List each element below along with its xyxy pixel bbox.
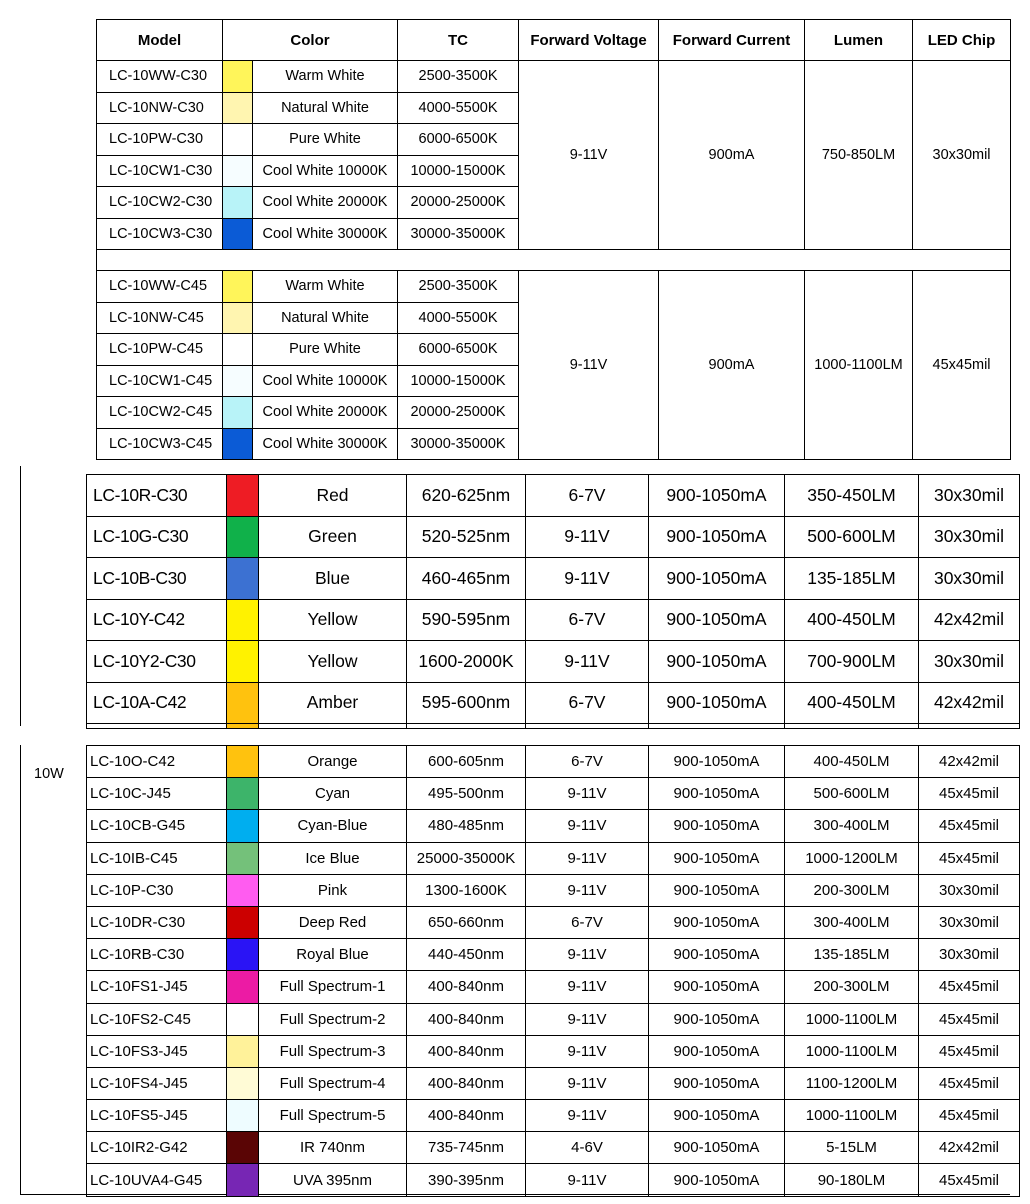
voltage-cell: 9-11V xyxy=(526,641,649,683)
current-cell: 900-1050mA xyxy=(649,475,785,517)
cropped-cell xyxy=(785,724,919,729)
model-cell: LC-10RB-C30 xyxy=(87,939,227,971)
color-name-cell: Amber xyxy=(259,682,407,724)
color-swatch xyxy=(227,1132,259,1164)
power-label: 10W xyxy=(34,766,64,782)
header-led-chip: LED Chip xyxy=(913,20,1011,61)
color-name-cell: Warm White xyxy=(253,271,398,303)
color-led-rows-a xyxy=(87,475,1020,729)
color-name-cell: Full Spectrum-4 xyxy=(259,1067,407,1099)
header-model: Model xyxy=(97,20,223,61)
chip-cell: 45x45mil xyxy=(919,1164,1020,1196)
current-cell: 900-1050mA xyxy=(649,1164,785,1196)
color-swatch xyxy=(227,1164,259,1196)
lumen-cell: 300-400LM xyxy=(785,810,919,842)
table-row xyxy=(87,558,1020,600)
chip-cell: 45x45mil xyxy=(919,1067,1020,1099)
table-row xyxy=(87,1164,1020,1196)
lumen-cell: 200-300LM xyxy=(785,971,919,1003)
tc-cell: 4000-5500K xyxy=(398,92,519,124)
chip-cell: 30x30mil xyxy=(919,641,1020,683)
lumen-cell: 300-400LM xyxy=(785,906,919,938)
voltage-cell: 9-11V xyxy=(519,271,659,460)
tc-cell: 20000-25000K xyxy=(398,187,519,219)
color-name-cell: Pure White xyxy=(253,334,398,366)
current-cell: 900-1050mA xyxy=(649,746,785,778)
table-row xyxy=(97,271,1011,303)
model-cell: LC-10CW3-C45 xyxy=(97,428,223,460)
color-swatch xyxy=(223,334,253,366)
chip-cell: 45x45mil xyxy=(919,778,1020,810)
chip-cell: 30x30mil xyxy=(919,558,1020,600)
model-cell: LC-10CW2-C45 xyxy=(97,397,223,429)
voltage-cell: 9-11V xyxy=(526,842,649,874)
color-name-cell: Cool White 20000K xyxy=(253,397,398,429)
color-name-cell: Warm White xyxy=(253,61,398,93)
chip-cell: 45x45mil xyxy=(913,271,1011,460)
model-cell: LC-10P-C30 xyxy=(87,874,227,906)
current-cell: 900-1050mA xyxy=(649,558,785,600)
color-led-table-b xyxy=(86,745,1020,1197)
chip-cell: 45x45mil xyxy=(919,1100,1020,1132)
color-swatch xyxy=(223,271,253,303)
chip-cell: 45x45mil xyxy=(919,1003,1020,1035)
table-row xyxy=(87,1100,1020,1132)
cropped-cell xyxy=(407,724,526,729)
tc-cell: 2500-3500K xyxy=(398,61,519,93)
tc-cell: 650-660nm xyxy=(407,906,526,938)
header-tc: TC xyxy=(398,20,519,61)
color-swatch xyxy=(223,302,253,334)
color-swatch xyxy=(223,155,253,187)
tc-cell: 30000-35000K xyxy=(398,428,519,460)
lumen-cell: 500-600LM xyxy=(785,778,919,810)
model-cell: LC-10FS1-J45 xyxy=(87,971,227,1003)
color-swatch xyxy=(227,1003,259,1035)
table-row xyxy=(87,1132,1020,1164)
table-row xyxy=(87,939,1020,971)
model-cell: LC-10UVA4-G45 xyxy=(87,1164,227,1196)
cropped-cell xyxy=(919,724,1020,729)
color-name-cell: Blue xyxy=(259,558,407,600)
tc-cell: 4000-5500K xyxy=(398,302,519,334)
tc-cell: 400-840nm xyxy=(407,1067,526,1099)
chip-cell: 30x30mil xyxy=(919,874,1020,906)
lumen-cell: 1000-1100LM xyxy=(805,271,913,460)
color-name-cell: Full Spectrum-1 xyxy=(259,971,407,1003)
color-name-cell: Yellow xyxy=(259,641,407,683)
table-row xyxy=(87,778,1020,810)
color-name-cell: Cool White 10000K xyxy=(253,155,398,187)
model-cell: LC-10PW-C45 xyxy=(97,334,223,366)
color-swatch xyxy=(227,516,259,558)
color-swatch xyxy=(223,397,253,429)
model-cell: LC-10C-J45 xyxy=(87,778,227,810)
lumen-cell: 5-15LM xyxy=(785,1132,919,1164)
color-swatch xyxy=(227,778,259,810)
model-cell: LC-10CW1-C30 xyxy=(97,155,223,187)
color-swatch xyxy=(223,92,253,124)
color-swatch xyxy=(227,971,259,1003)
color-name-cell: Pink xyxy=(259,874,407,906)
color-name-cell: UVA 395nm xyxy=(259,1164,407,1196)
table-row xyxy=(87,746,1020,778)
tc-cell: 30000-35000K xyxy=(398,218,519,250)
header-forward-current: Forward Current xyxy=(659,20,805,61)
tc-cell: 400-840nm xyxy=(407,1100,526,1132)
tc-cell: 440-450nm xyxy=(407,939,526,971)
color-name-cell: Orange xyxy=(259,746,407,778)
color-swatch xyxy=(227,475,259,517)
chip-cell: 45x45mil xyxy=(919,842,1020,874)
color-name-cell: Yellow xyxy=(259,599,407,641)
model-cell: LC-10A-C42 xyxy=(87,682,227,724)
model-cell: LC-10NW-C45 xyxy=(97,302,223,334)
tc-cell: 520-525nm xyxy=(407,516,526,558)
chip-cell: 45x45mil xyxy=(919,971,1020,1003)
model-cell: LC-10CW3-C30 xyxy=(97,218,223,250)
tc-cell: 25000-35000K xyxy=(407,842,526,874)
tc-cell: 480-485nm xyxy=(407,810,526,842)
table-row xyxy=(87,682,1020,724)
tc-cell: 400-840nm xyxy=(407,1003,526,1035)
model-cell: LC-10CW2-C30 xyxy=(97,187,223,219)
lumen-cell: 1000-1200LM xyxy=(785,842,919,874)
current-cell: 900-1050mA xyxy=(649,599,785,641)
tc-cell: 1600-2000K xyxy=(407,641,526,683)
voltage-cell: 6-7V xyxy=(526,906,649,938)
cropped-cell xyxy=(259,724,407,729)
current-cell: 900-1050mA xyxy=(649,906,785,938)
tc-cell: 10000-15000K xyxy=(398,365,519,397)
lumen-cell: 700-900LM xyxy=(785,641,919,683)
table-row xyxy=(97,61,1011,93)
lumen-cell: 500-600LM xyxy=(785,516,919,558)
cropped-row xyxy=(87,724,1020,729)
model-cell: LC-10DR-C30 xyxy=(87,906,227,938)
voltage-cell: 9-11V xyxy=(526,939,649,971)
table-row xyxy=(87,641,1020,683)
cropped-cell xyxy=(227,724,259,729)
color-swatch xyxy=(227,558,259,600)
current-cell: 900-1050mA xyxy=(649,516,785,558)
current-cell: 900-1050mA xyxy=(649,874,785,906)
chip-cell: 42x42mil xyxy=(919,1132,1020,1164)
voltage-cell: 9-11V xyxy=(526,1035,649,1067)
voltage-cell: 9-11V xyxy=(519,61,659,250)
color-swatch xyxy=(223,218,253,250)
current-cell: 900-1050mA xyxy=(649,641,785,683)
model-cell: LC-10Y-C42 xyxy=(87,599,227,641)
current-cell: 900-1050mA xyxy=(649,1132,785,1164)
color-swatch xyxy=(227,810,259,842)
model-cell: LC-10WW-C30 xyxy=(97,61,223,93)
chip-cell: 30x30mil xyxy=(919,475,1020,517)
header-forward-voltage: Forward Voltage xyxy=(519,20,659,61)
color-name-cell: Full Spectrum-5 xyxy=(259,1100,407,1132)
tc-cell: 2500-3500K xyxy=(398,271,519,303)
voltage-cell: 9-11V xyxy=(526,1003,649,1035)
tc-cell: 10000-15000K xyxy=(398,155,519,187)
lumen-cell: 1000-1100LM xyxy=(785,1035,919,1067)
color-name-cell: Full Spectrum-3 xyxy=(259,1035,407,1067)
model-cell: LC-10FS3-J45 xyxy=(87,1035,227,1067)
tc-cell: 460-465nm xyxy=(407,558,526,600)
voltage-cell: 9-11V xyxy=(526,971,649,1003)
current-cell: 900-1050mA xyxy=(649,682,785,724)
table-row xyxy=(87,1003,1020,1035)
color-swatch xyxy=(227,599,259,641)
current-cell: 900-1050mA xyxy=(649,939,785,971)
color-swatch xyxy=(227,906,259,938)
color-name-cell: IR 740nm xyxy=(259,1132,407,1164)
voltage-cell: 9-11V xyxy=(526,1067,649,1099)
model-cell: LC-10PW-C30 xyxy=(97,124,223,156)
model-cell: LC-10IR2-G42 xyxy=(87,1132,227,1164)
tc-cell: 1300-1600K xyxy=(407,874,526,906)
model-cell: LC-10NW-C30 xyxy=(97,92,223,124)
tc-cell: 590-595nm xyxy=(407,599,526,641)
chip-cell: 42x42mil xyxy=(919,599,1020,641)
lumen-cell: 1000-1100LM xyxy=(785,1003,919,1035)
cropped-cell xyxy=(526,724,649,729)
color-name-cell: Deep Red xyxy=(259,906,407,938)
color-name-cell: Cool White 30000K xyxy=(253,428,398,460)
left-divider-lower xyxy=(20,745,21,1195)
lumen-cell: 135-185LM xyxy=(785,939,919,971)
color-name-cell: Pure White xyxy=(253,124,398,156)
color-led-table-a xyxy=(86,474,1020,729)
model-cell: LC-10FS5-J45 xyxy=(87,1100,227,1132)
color-name-cell: Royal Blue xyxy=(259,939,407,971)
voltage-cell: 6-7V xyxy=(526,682,649,724)
tc-cell: 595-600nm xyxy=(407,682,526,724)
chip-cell: 45x45mil xyxy=(919,810,1020,842)
current-cell: 900-1050mA xyxy=(649,971,785,1003)
tc-cell: 620-625nm xyxy=(407,475,526,517)
tc-cell: 735-745nm xyxy=(407,1132,526,1164)
model-cell: LC-10FS4-J45 xyxy=(87,1067,227,1099)
lumen-cell: 1000-1100LM xyxy=(785,1100,919,1132)
color-swatch xyxy=(223,124,253,156)
lumen-cell: 200-300LM xyxy=(785,874,919,906)
tc-cell: 6000-6500K xyxy=(398,334,519,366)
lumen-cell: 135-185LM xyxy=(785,558,919,600)
color-swatch xyxy=(227,1035,259,1067)
color-name-cell: Natural White xyxy=(253,302,398,334)
color-name-cell: Green xyxy=(259,516,407,558)
voltage-cell: 6-7V xyxy=(526,475,649,517)
voltage-cell: 9-11V xyxy=(526,810,649,842)
color-swatch xyxy=(227,842,259,874)
current-cell: 900-1050mA xyxy=(649,1067,785,1099)
voltage-cell: 9-11V xyxy=(526,1100,649,1132)
color-led-rows-b xyxy=(87,746,1020,1197)
white-led-spec-table xyxy=(96,19,1011,460)
chip-cell: 30x30mil xyxy=(919,906,1020,938)
color-swatch xyxy=(227,746,259,778)
color-swatch xyxy=(227,1067,259,1099)
lumen-cell: 350-450LM xyxy=(785,475,919,517)
voltage-cell: 9-11V xyxy=(526,778,649,810)
cropped-cell xyxy=(649,724,785,729)
tc-cell: 495-500nm xyxy=(407,778,526,810)
tc-cell: 20000-25000K xyxy=(398,397,519,429)
table-row xyxy=(87,971,1020,1003)
color-name-cell: Ice Blue xyxy=(259,842,407,874)
lumen-cell: 750-850LM xyxy=(805,61,913,250)
chip-cell: 42x42mil xyxy=(919,682,1020,724)
voltage-cell: 4-6V xyxy=(526,1132,649,1164)
color-swatch xyxy=(227,939,259,971)
color-swatch xyxy=(227,641,259,683)
color-name-cell: Cool White 20000K xyxy=(253,187,398,219)
header-lumen: Lumen xyxy=(805,20,913,61)
voltage-cell: 9-11V xyxy=(526,558,649,600)
tc-cell: 400-840nm xyxy=(407,1035,526,1067)
table-row xyxy=(87,842,1020,874)
voltage-cell: 6-7V xyxy=(526,599,649,641)
header-row xyxy=(97,20,1011,61)
color-swatch xyxy=(227,1100,259,1132)
current-cell: 900-1050mA xyxy=(649,778,785,810)
model-cell: LC-10Y2-C30 xyxy=(87,641,227,683)
tc-cell: 390-395nm xyxy=(407,1164,526,1196)
lumen-cell: 400-450LM xyxy=(785,599,919,641)
group-separator-row xyxy=(97,250,1011,271)
voltage-cell: 9-11V xyxy=(526,516,649,558)
color-name-cell: Cyan xyxy=(259,778,407,810)
color-name-cell: Natural White xyxy=(253,92,398,124)
chip-cell: 30x30mil xyxy=(919,516,1020,558)
left-divider-upper xyxy=(20,466,21,726)
lumen-cell: 400-450LM xyxy=(785,746,919,778)
chip-cell: 42x42mil xyxy=(919,746,1020,778)
color-name-cell: Cool White 10000K xyxy=(253,365,398,397)
chip-cell: 30x30mil xyxy=(919,939,1020,971)
color-swatch xyxy=(223,365,253,397)
separator-cell xyxy=(97,250,1011,271)
model-cell: LC-10FS2-C45 xyxy=(87,1003,227,1035)
lumen-cell: 400-450LM xyxy=(785,682,919,724)
table-row xyxy=(87,1035,1020,1067)
current-cell: 900-1050mA xyxy=(649,1035,785,1067)
table-row xyxy=(87,874,1020,906)
color-name-cell: Cool White 30000K xyxy=(253,218,398,250)
current-cell: 900-1050mA xyxy=(649,1100,785,1132)
white-led-rows xyxy=(97,61,1011,460)
tc-cell: 6000-6500K xyxy=(398,124,519,156)
current-cell: 900mA xyxy=(659,61,805,250)
color-swatch xyxy=(227,682,259,724)
chip-cell: 45x45mil xyxy=(919,1035,1020,1067)
model-cell: LC-10G-C30 xyxy=(87,516,227,558)
current-cell: 900-1050mA xyxy=(649,1003,785,1035)
lumen-cell: 1100-1200LM xyxy=(785,1067,919,1099)
model-cell: LC-10CB-G45 xyxy=(87,810,227,842)
lumen-cell: 90-180LM xyxy=(785,1164,919,1196)
color-name-cell: Red xyxy=(259,475,407,517)
voltage-cell: 9-11V xyxy=(526,1164,649,1196)
current-cell: 900mA xyxy=(659,271,805,460)
chip-cell: 30x30mil xyxy=(913,61,1011,250)
model-cell: LC-10CW1-C45 xyxy=(97,365,223,397)
header-color: Color xyxy=(223,20,398,61)
color-swatch xyxy=(227,874,259,906)
model-cell: LC-10WW-C45 xyxy=(97,271,223,303)
model-cell: LC-10B-C30 xyxy=(87,558,227,600)
color-swatch xyxy=(223,61,253,93)
color-name-cell: Cyan-Blue xyxy=(259,810,407,842)
model-cell: LC-10O-C42 xyxy=(87,746,227,778)
current-cell: 900-1050mA xyxy=(649,842,785,874)
voltage-cell: 6-7V xyxy=(526,746,649,778)
voltage-cell: 9-11V xyxy=(526,874,649,906)
table-row xyxy=(87,810,1020,842)
table-row xyxy=(87,475,1020,517)
tc-cell: 600-605nm xyxy=(407,746,526,778)
table-row xyxy=(87,1067,1020,1099)
color-name-cell: Full Spectrum-2 xyxy=(259,1003,407,1035)
table-row xyxy=(87,906,1020,938)
table-row xyxy=(87,599,1020,641)
tc-cell: 400-840nm xyxy=(407,971,526,1003)
table-row xyxy=(87,516,1020,558)
model-cell: LC-10R-C30 xyxy=(87,475,227,517)
model-cell: LC-10IB-C45 xyxy=(87,842,227,874)
cropped-cell xyxy=(87,724,227,729)
color-swatch xyxy=(223,187,253,219)
color-swatch xyxy=(223,428,253,460)
current-cell: 900-1050mA xyxy=(649,810,785,842)
